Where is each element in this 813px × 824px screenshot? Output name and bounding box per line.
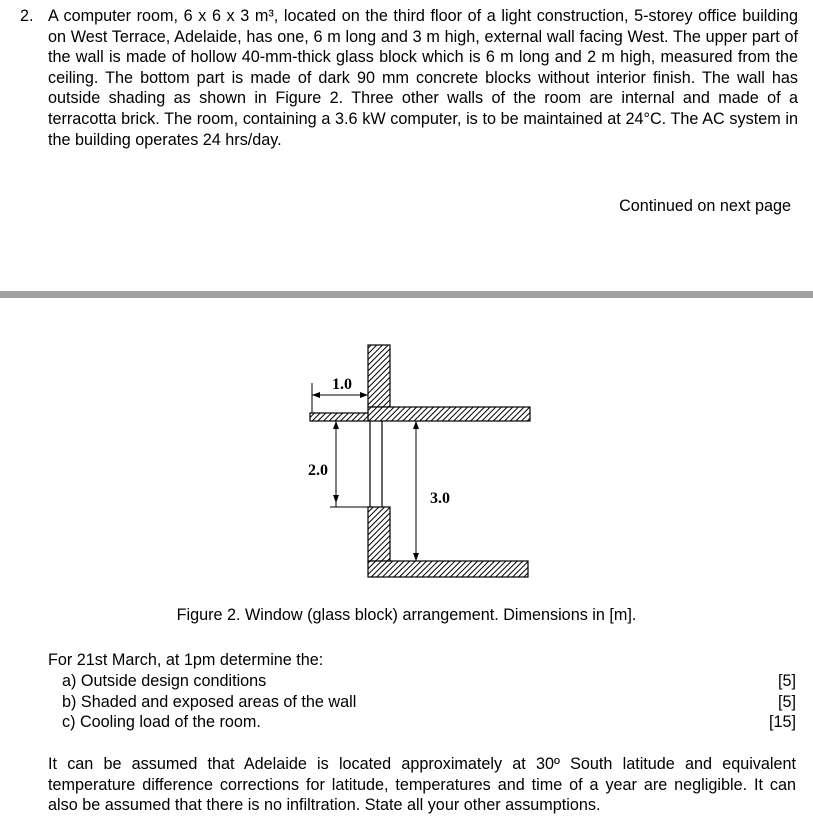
window-arrow-top bbox=[333, 421, 339, 429]
window-arrow-bottom bbox=[333, 495, 339, 503]
question-list bbox=[48, 650, 796, 733]
question-text: Outside design conditions bbox=[80, 671, 267, 690]
question-intro: For 21st March, at 1pm determine the: bbox=[48, 651, 324, 669]
figure-caption: Figure 2. Window (glass block) arrangement. Dimensions in [m]. bbox=[176, 606, 637, 624]
upper-wall-section bbox=[368, 345, 390, 407]
page-divider bbox=[0, 291, 813, 298]
question-marks: [5] bbox=[778, 692, 796, 711]
overhang-shade bbox=[310, 413, 368, 421]
figure-window-arrangement bbox=[290, 335, 550, 590]
question-label: c) bbox=[62, 713, 76, 732]
height-dimension-label: 3.0 bbox=[430, 490, 450, 507]
continued-note: Continued on next page bbox=[619, 197, 791, 215]
window-dimension-label: 2.0 bbox=[308, 462, 328, 479]
question-label: b) bbox=[62, 692, 77, 711]
floor-slab bbox=[368, 561, 528, 577]
question-marks: [15] bbox=[768, 713, 796, 732]
problem-statement bbox=[20, 6, 798, 150]
question-text: Cooling load of the room. bbox=[79, 713, 261, 732]
question-item bbox=[48, 712, 796, 733]
ceiling-slab bbox=[368, 407, 530, 421]
question-item bbox=[48, 671, 796, 692]
question-text: Shaded and exposed areas of the wall bbox=[80, 692, 357, 711]
problem-text: A computer room, 6 x 6 x 3 m³, located on the third floor of a light construction, 5-storey office building on West Terrace, Adelaide, has one, 6 m long and 3 m high, external wall facing West. The upper part of the wall is made of hollow 40-mm-thick glass block which is 6 m long and 2 m high, measured from the ceiling. The bottom part is made of dark 90 mm concrete blocks without interior finish. The wall has outside shading as shown in Figure 2. Three other walls of the room are internal and made of a terracotta brick. The room, containing a 3.6 kW computer, is to be maintained at 24°C. The AC system in the building operates 24 hrs/day. bbox=[48, 7, 798, 149]
assumptions-paragraph: It can be assumed that Adelaide is located approximately at 30º South latitude and equivalent temperature difference corrections for latitude, temperatures and time of a year are negligible. It can also be assumed that there is no infiltration. State all your other assumptions. bbox=[48, 755, 796, 815]
window-diagram bbox=[290, 335, 550, 590]
overhang-arrow-right bbox=[360, 392, 368, 398]
height-arrow-top bbox=[413, 421, 419, 429]
question-marks: [5] bbox=[778, 671, 796, 690]
question-item bbox=[48, 692, 796, 713]
question-label: a) bbox=[62, 671, 77, 690]
overhang-dimension-label: 1.0 bbox=[332, 376, 352, 393]
height-arrow-bottom bbox=[413, 553, 419, 561]
lower-wall-section bbox=[368, 507, 390, 561]
overhang-arrow-left bbox=[312, 392, 320, 398]
problem-number: 2. bbox=[20, 7, 34, 25]
